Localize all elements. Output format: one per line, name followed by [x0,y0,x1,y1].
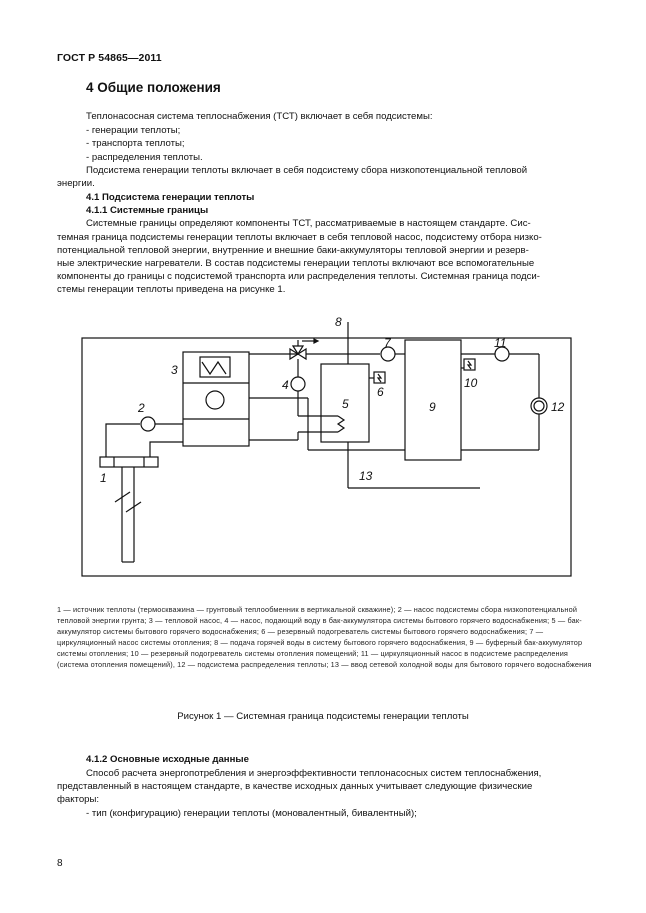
ground-pump [141,417,155,431]
standard-header: ГОСТ Р 54865—2011 [57,52,162,64]
figure-caption: Рисунок 1 — Системная граница подсистемы генерации теплоты [177,711,469,722]
page-number: 8 [57,858,63,869]
section-4-1-2-title: 4.1.2 Основные исходные данные [86,754,249,765]
section-4-1-1-title: 4.1.1 Системные границы [86,205,209,216]
list-item: - генерации теплоты; [86,125,181,136]
paragraph-line: энергии. [57,178,95,189]
paragraph-line: ные электрические нагреватели. В состав подсистемы генерации теплоты включают все вспомогательные [57,258,535,269]
paragraph-line: потенциальной тепловой энергии, внутренние и внешние баки-аккумуляторы тепловой энергии и резерв- [57,245,529,256]
figure-legend: 1 — источник теплоты (термоскважина — грунтовый теплообменник в вертикальной скважине); 2 — насос подсистемы сбора низкопотенциальной тепловой энергии грунта; 3 — тепловой насос, 4 — насос, подающий воду в бак-аккумулятора системы бытового горячего водоснабжения; 5 — бак-аккумулятор системы бытового горячего водоснабжения; 6 — резервный подогреватель системы бытового горячего водоснабжения; 7 — циркуляционный насос системы отопления; 8 — подача горячей воды в систему бытового горячего водоснабжения, 9 — буферный бак-аккумулятор системы отопления; 10 — резервный подогреватель системы отопления помещений; 11 — циркуляционный насос в подсистеме распределения (система отопления помещений), 12 — подсистема распределения теплоты; 13 — ввод сетевой холодной воды для бытового горячего водоснабжения [57,605,592,669]
section-4-title: 4 Общие положения [86,80,221,95]
paragraph-line: факторы: [57,794,100,805]
label-6: 6 [377,385,384,399]
label-13: 13 [359,469,373,483]
paragraph-line: Подсистема генерации теплоты включает в себя подсистему сбора низкопотенциальной тепловой [86,165,528,176]
paragraph-line: темная граница подсистемы генерации теплоты включает в себя тепловой насос, подсистему отбора низко- [57,232,542,243]
list-item: - распределения теплоты. [86,152,203,163]
heat-pump-block [183,352,249,446]
list-item: - транспорта теплоты; [86,138,185,149]
paragraph-line: компоненты до границы с подсистемой транспорта или распределения теплоты. Системная граница подси- [57,271,540,282]
paragraph-line: Системные границы определяют компоненты ТСТ, рассматриваемые в настоящем стандарте. Сис- [86,218,531,229]
label-8: 8 [335,315,342,329]
section-4-1-title: 4.1 Подсистема генерации теплоты [86,192,255,203]
label-4: 4 [282,378,289,392]
compressor-symbol [206,391,224,409]
label-3: 3 [171,363,178,377]
label-7: 7 [384,336,391,350]
borehole-cap [100,457,158,467]
list-item: - тип (конфигурацию) генерации теплоты (моновалентный, бивалентный); [86,808,417,819]
paragraph-line: стемы генерации теплоты приведена на рисунке 1. [57,284,286,295]
paragraph-line: представленный в настоящем стандарте, в качестве исходных данных учитывает следующие физические [57,781,533,792]
paragraph-line: Способ расчета энергопотребления и энергоэффективности теплонасосных систем теплоснабжения, [86,768,542,779]
label-1: 1 [100,471,107,485]
label-5: 5 [342,397,349,411]
intro-paragraph: Теплонасосная система теплоснабжения (ТСТ) включает в себя подсистемы: [86,111,433,122]
label-12: 12 [551,400,565,414]
label-10: 10 [464,376,478,390]
label-9: 9 [429,400,436,414]
system-boundary-diagram [80,312,575,578]
dhw-pump [291,377,305,391]
label-11: 11 [494,336,507,350]
label-2: 2 [138,401,145,415]
